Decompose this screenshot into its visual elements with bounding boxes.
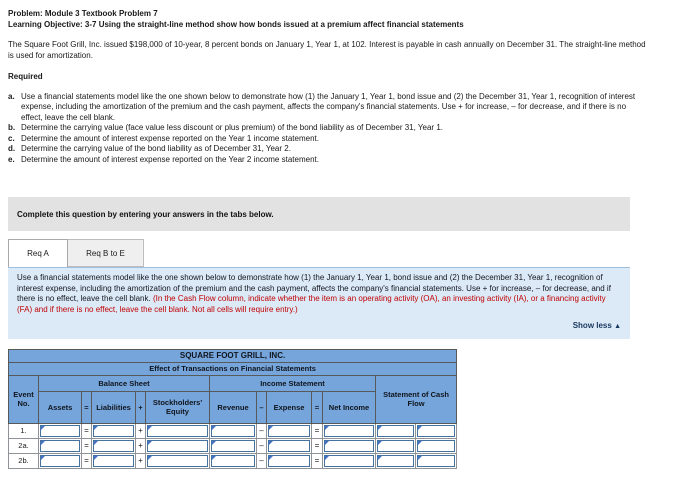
requirement-text: Use a financial statements model like the one shown below to demonstrate how (1) the January 1, Year 1, bond issue and (2) the December 31, Year 1, recognition of interest expense, including the amortization of the premium and the cash payment, affects the company's financial statements. Use + for increase, – for decrease, and if there is no effect, leave the cell blank. [21,91,636,122]
revenue-input-1[interactable] [211,425,255,437]
header-event-no: Event No. [9,375,39,423]
header-revenue: Revenue [210,391,257,423]
problem-intro: The Square Foot Grill, Inc. issued $198,000 of 10-year, 8 percent bonds on January 1, Year 1, at 102. Interest is payable in cash annually on December 31. The straight-line method is used for amortization. [8,40,646,60]
requirement-letter: b. [8,123,16,132]
net-income-input-2a[interactable] [324,440,374,452]
cell-marker-icon [212,441,216,445]
table-row-2a [9,438,457,453]
requirement-item-c [8,134,644,145]
equity-input-1[interactable] [147,425,208,437]
cell-marker-icon [148,426,152,430]
cash-flow-activity-input-2b[interactable] [417,455,455,467]
required-heading: Required [8,72,43,81]
instruction-note: (In the Cash Flow column, indicate whether the item is an operating activity (OA), an investing activity (IA), or a financing activity (FA) and if there is no effect, leave the cell blank. Not all cells will require entry.) [17,294,606,314]
show-less-link[interactable] [17,321,621,333]
financial-statements-model-table [8,349,457,469]
cell-marker-icon [269,426,273,430]
header-equity: Stockholders' Equity [146,391,210,423]
cell-marker-icon [269,441,273,445]
cell-marker-icon [212,426,216,430]
header-plus: + [136,391,146,423]
tab-req-b-to-e[interactable] [68,239,144,267]
header-cash-flow: Statement of Cash Flow [376,375,457,423]
problem-statement [0,0,675,165]
requirement-text: Determine the carrying value (face value less discount or plus premium) of the bond liability as of December 31, Year 1. [21,123,443,132]
requirement-item-d [8,144,644,155]
page-title: Problem: Module 3 Textbook Problem 7 [8,9,158,18]
requirement-tabs [8,239,675,267]
header-net-income: Net Income [323,391,376,423]
requirement-text: Determine the amount of interest expense reported on the Year 1 income statement. [21,133,319,143]
cell-marker-icon [148,441,152,445]
revenue-input-2a[interactable] [211,440,255,452]
op-equals: = [312,453,323,468]
expense-input-2b[interactable] [268,455,310,467]
event-label: 2a. [9,438,39,453]
header-equals-1: = [82,391,92,423]
cell-marker-icon [325,426,329,430]
answers-banner-text: Complete this question by entering your answers in the tabs below. [17,209,274,219]
requirement-text: Determine the carrying value of the bond liability as of December 31, Year 2. [21,144,291,153]
cell-marker-icon [94,456,98,460]
show-less-label: Show less [572,321,612,330]
cash-flow-amount-input-2a[interactable] [377,440,414,452]
revenue-input-2b[interactable] [211,455,255,467]
tab-label: Req B to E [86,248,125,258]
cell-marker-icon [378,426,382,430]
cash-flow-activity-input-2a[interactable] [417,440,455,452]
triangle-up-icon: ▲ [614,323,621,330]
cash-flow-amount-input-2b[interactable] [377,455,414,467]
liabilities-input-2a[interactable] [93,440,134,452]
requirement-item-a [8,92,644,124]
net-income-input-1[interactable] [324,425,374,437]
cell-marker-icon [94,441,98,445]
header-minus: – [257,391,267,423]
cell-marker-icon [212,456,216,460]
cash-flow-amount-input-1[interactable] [377,425,414,437]
header-assets: Assets [39,391,82,423]
cash-flow-activity-input-1[interactable] [417,425,455,437]
cell-marker-icon [418,426,422,430]
assets-input-2a[interactable] [40,440,80,452]
header-income-statement: Income Statement [210,375,376,391]
op-minus: – [257,453,267,468]
requirement-item-e [8,155,644,166]
requirement-item-b [8,123,644,134]
header-balance-sheet: Balance Sheet [39,375,210,391]
learning-objective: Learning Objective: 3-7 Using the straight-line method show how bonds issued at a premium affect financial statements [8,19,464,29]
requirement-letter: e. [8,154,15,164]
assets-input-1[interactable] [40,425,80,437]
cell-marker-icon [418,456,422,460]
event-label: 2b. [9,453,39,468]
cell-marker-icon [41,456,45,460]
cell-marker-icon [325,456,329,460]
op-plus: + [136,423,146,438]
op-equals: = [82,453,92,468]
liabilities-input-1[interactable] [93,425,134,437]
cell-marker-icon [41,441,45,445]
cell-marker-icon [378,441,382,445]
cell-marker-icon [94,426,98,430]
requirement-letter: d. [8,144,16,153]
tab-label: Req A [27,249,49,258]
instruction-text: Use a financial statements model like the one shown below to demonstrate how (1) the January 1, Year 1, bond issue and (2) the December 31, Year 1, recognition of interest expense, including the amortization of the premium and the cash payment, affects the company's financial statements. Use + for increase, – for decrease, and if there is no effect, leave the cell blank. [17,273,611,303]
expense-input-1[interactable] [268,425,310,437]
tab-req-a[interactable] [8,239,68,267]
cell-marker-icon [269,456,273,460]
op-plus: + [136,453,146,468]
op-equals: = [312,423,323,438]
requirement-letter: a. [8,91,15,101]
expense-input-2a[interactable] [268,440,310,452]
op-equals: = [82,438,92,453]
op-equals: = [312,438,323,453]
requirement-letter: c. [8,133,15,143]
requirements-list [8,92,644,166]
op-minus: – [257,438,267,453]
liabilities-input-2b[interactable] [93,455,134,467]
table-subtitle: Effect of Transactions on Financial Statements [9,362,457,375]
event-label: 1. [9,423,39,438]
cell-marker-icon [378,456,382,460]
header-equals-2: = [312,391,323,423]
cell-marker-icon [148,456,152,460]
header-liabilities: Liabilities [92,391,136,423]
net-income-input-2b[interactable] [324,455,374,467]
cell-marker-icon [41,426,45,430]
cell-marker-icon [325,441,329,445]
equity-input-2b[interactable] [147,455,208,467]
table-row-2b [9,453,457,468]
table-title: SQUARE FOOT GRILL, INC. [9,349,457,362]
table-row-1 [9,423,457,438]
op-plus: + [136,438,146,453]
assets-input-2b[interactable] [40,455,80,467]
equity-input-2a[interactable] [147,440,208,452]
instruction-panel [8,267,630,339]
answers-banner [8,197,630,231]
op-minus: – [257,423,267,438]
header-expense: Expense [267,391,312,423]
cell-marker-icon [418,441,422,445]
op-equals: = [82,423,92,438]
requirement-text: Determine the amount of interest expense reported on the Year 2 income statement. [21,154,319,164]
